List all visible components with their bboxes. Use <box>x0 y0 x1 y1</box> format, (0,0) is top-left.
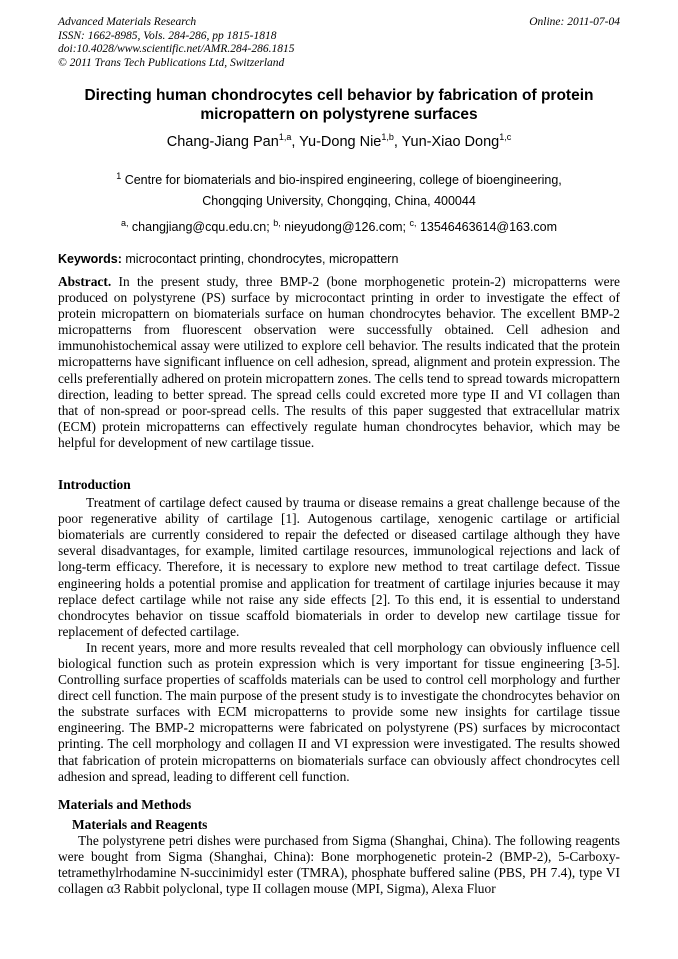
affiliation-text: Centre for biomaterials and bio-inspired engineering, college of bioengineering, Chongqing University, Chongqing, China, 400044 <box>121 173 562 208</box>
authors-line <box>58 134 620 150</box>
email-3-text: 13546463614@163.com <box>416 220 558 234</box>
introduction-paragraph-2: In recent years, more and more results revealed that cell morphology can obviously influence cell biological function such as protein expression which is very important for tissue engineering [3-5]. Controlling surface properties of scaffolds materials can be used to control cell morphology and further direct cell function. The main purpose of the present study is to investigate the chondrocytes behavior on the substrate surfaces with ECM micropatterns to provide some new insights for cartilage tissue engineering. The BMP-2 micropatterns were fabricated on polystyrene (PS) surfaces by microcontact printing. The cell morphology and collagen II and VI expression were investigated. The results showed that fabrication of protein micropatterns on biomaterials surface can obviously affect chondrocytes cell adhesion and spread, leading to different cell function. <box>58 639 620 784</box>
author-1-sep: , <box>291 134 300 150</box>
affiliation-sup: 1 <box>116 170 122 181</box>
materials-paragraph-1: The polystyrene petri dishes were purchased from Sigma (Shanghai, China). The following reagents were bought from Sigma (Shanghai, China): Bone morphogenetic protein-2 (BMP-2), 5-Carboxy-tetramethylrhodamine N-succinimidyl ester (TMRA), phosphate buffered saline (PBS, PH 7.4), type VI collagen α3 Rabbit polyclonal, type II collagen mouse (MPI, Sigma), Alexa Fluor <box>58 832 620 896</box>
email-1 <box>120 217 274 234</box>
subsection-heading-materials-and-reagents: Materials and Reagents <box>72 816 208 832</box>
keywords-label: Keywords: <box>58 252 122 266</box>
abstract-paragraph <box>58 274 620 451</box>
keywords-text: microcontact printing, chondrocytes, micropattern <box>121 252 399 266</box>
email-2-text: nieyudong@126.com; <box>280 220 410 234</box>
journal-name: Advanced Materials Research <box>58 16 197 28</box>
abstract-text: In the present study, three BMP-2 (bone morphogenetic protein-2) micropatterns were produced on polystyrene (PS) surface by microcontact printing in order to investigate the effect of protein micropattern on biomaterials surface on human chondrocytes behavior. The excellent BMP-2 micropatterns from fluorescent observation were successfully obtained. Cell adhesion and immunohistochemical assay were utilized to explore cell behavior. The results indicated that the protein micropatterns have significant influence on cell adhesion, spread, alignment and protein expression. The cells preferentially adhered on protein micropattern zones. The cells tend to spread towards micropattern direction, leading to better spread. The spread cells could excreted more type II and VI collagen than that of non-spread or poor-spread cells. The results of this paper suggested that extracellular matrix (ECM) protein micropatterns can effectively regulate human chondrocytes behavior, which may be helpful for development of new cartilage tissue. <box>58 274 620 450</box>
keywords-line <box>58 252 620 266</box>
journal-header <box>58 16 620 70</box>
journal-copyright-line: © 2011 Trans Tech Publications Ltd, Switzerland <box>58 56 285 69</box>
journal-doi-line: doi:10.4028/www.scientific.net/AMR.284-286.1815 <box>58 43 295 55</box>
author-2-sep: , <box>393 134 402 150</box>
section-heading-introduction: Introduction <box>58 477 131 493</box>
abstract-label: Abstract. <box>58 274 112 289</box>
email-3-sup: c, <box>409 217 417 228</box>
author-1 <box>167 134 299 150</box>
author-3 <box>402 134 512 150</box>
journal-info-block <box>58 16 294 70</box>
paper-title: Directing human chondrocytes cell behavior by fabrication of protein micropattern on polystyrene surfaces <box>84 87 594 123</box>
email-1-text: changjiang@cqu.edu.cn; <box>128 220 274 234</box>
affiliation-line <box>58 170 620 212</box>
author-2-sup: 1,b <box>381 132 394 143</box>
email-2-sup: b, <box>273 217 281 228</box>
email-1-sup: a, <box>120 217 129 228</box>
section-heading-materials-and-methods: Materials and Methods <box>58 796 192 812</box>
author-3-name: Yun-Xiao Dong <box>401 134 500 150</box>
introduction-paragraph-1: Treatment of cartilage defect caused by trauma or disease remains a great challenge because of the poor regenerative ability of cartilage [1]. Autogenous cartilage, xenogenic cartilage or artificial biomaterials are currently considered to repair the defected or diseased cartilage although they have several disadvantages, for example, limited cartilage resources, immunological rejections and lack of long-term efficacy. Therefore, it is necessary to explore new method to treat cartilage defect. Tissue engineering holds a potential promise and application for treatment of cartilage injuries because it may replace defect cartilage while not raise any side effects [2]. To this end, it is essential to understand chondrocytes behavior on tissue scaffold biomaterials in order to develop new cartilage tissue for replacement of defected cartilage. <box>58 495 620 639</box>
author-1-sup: 1,a <box>278 132 292 143</box>
online-date: Online: 2011-07-04 <box>529 16 620 28</box>
author-3-sup: 1,c <box>499 132 512 143</box>
author-1-name: Chang-Jiang Pan <box>166 134 279 150</box>
journal-issn-line: ISSN: 1662-8985, Vols. 284-286, pp 1815-1818 <box>58 29 277 42</box>
author-2 <box>299 134 402 150</box>
email-2 <box>273 217 410 234</box>
email-3 <box>409 217 558 234</box>
emails-line <box>58 217 620 234</box>
author-2-name: Yu-Dong Nie <box>299 134 382 150</box>
